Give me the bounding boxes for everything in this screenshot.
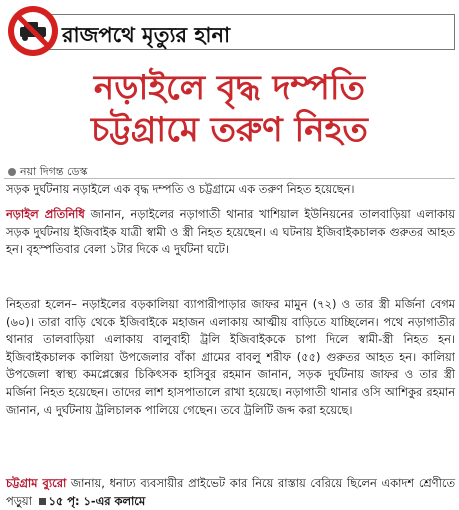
article-lead: সড়ক দুর্ঘটনায় নড়াইলে এক বৃদ্ধ দম্পতি ও চট্টগ্রামে এক তরুণ নিহত হয়েছেন। xyxy=(6,182,355,196)
article-paragraph-2 xyxy=(6,206,455,259)
dateline-chattogram: চট্টগ্রাম ব্যুরো xyxy=(6,476,67,490)
square-bullet-icon xyxy=(39,498,46,505)
byline xyxy=(8,163,87,182)
dateline-narail: নড়াইল প্রতিনিধি xyxy=(6,207,85,221)
section-header xyxy=(4,6,455,56)
bullet-icon xyxy=(8,168,16,176)
section-title: রাজপথে মৃত্যুর হানা xyxy=(62,23,231,47)
divider xyxy=(4,178,455,179)
section-title-box xyxy=(44,14,455,50)
article-paragraph-3: নিহতরা হলেন– নড়াইলের বড়কালিয়া ব্যাপারীপাড়ার জাফর মামুন (৭২) ও তার স্ত্রী মর্জিনা বেগম (৬০)। তারা বাড়ি থেকে ইজিবাইকে মহাজন এলাকায় আত্মীয় বাড়িতে যাচ্ছিলেন। পথে নড়াগাতীর থানার তালবাড়িয়া এলাকায় বালুবাহী ট্রলি ইজিবাইককে চাপা দিলে স্বামী-স্ত্রী নিহত হন। ইজিবাইকচালক কালিয়া উপজেলার বাঁকা গ্রামের বাবলু শরীফ (৫৫) গুরুতর আহত হন। কালিয়া উপজেলা স্বাস্থ্য কমপ্লেক্সের চিকিৎসক হাসিবুর রহমান জানান, সড়ক দুর্ঘটনায় জাফর ও তার স্ত্রী মর্জিনা নিহত হয়েছেন। তাদের লাশ হাসপাতালে রাখা হয়েছে। নড়াগাতী থানার ওসি আশিকুর রহমান জানান, এ দুর্ঘটনায় ট্রলিচালক পালিয়ে গেছেন। তবে ট্রলিটি জব্দ করা হয়েছে। xyxy=(6,297,455,417)
headline-line-1: নড়াইলে বৃদ্ধ দম্পতি xyxy=(93,68,366,108)
headline-line-2: চট্টগ্রামে তরুণ নিহত xyxy=(91,110,368,150)
byline-text: নয়া দিগন্ত ডেস্ক xyxy=(20,165,88,178)
no-vehicle-sign-icon xyxy=(8,6,58,56)
paragraph-2-text: জানান, নড়াইলের নড়াগাতী থানার খাশিয়াল ইউনিয়নের তালবাড়িয়া এলাকায় সড়ক দুর্ঘটনায় ইজিবাইক যাত্রী স্বামী ও স্ত্রী নিহত হয়েছেন। এ ঘটনায় ইজিবাইকচালক গুরুতর আহত হন। বৃহস্পতিবার বেলা ১টার দিকে এ দুর্ঘটনা ঘটে। xyxy=(6,207,455,257)
article-paragraph-4 xyxy=(6,475,455,510)
paragraph-4-text: জানায়, ধনাঢ্য ব্যবসায়ীর প্রাইভেট কার নিয়ে রাস্তায় বেরিয়ে ছিলেন একাদশ শ্রেণীতে পড়ুয়া xyxy=(6,476,455,508)
continued-note[interactable]: ১৫ পৃ: ১-এর কলামে xyxy=(36,494,146,508)
